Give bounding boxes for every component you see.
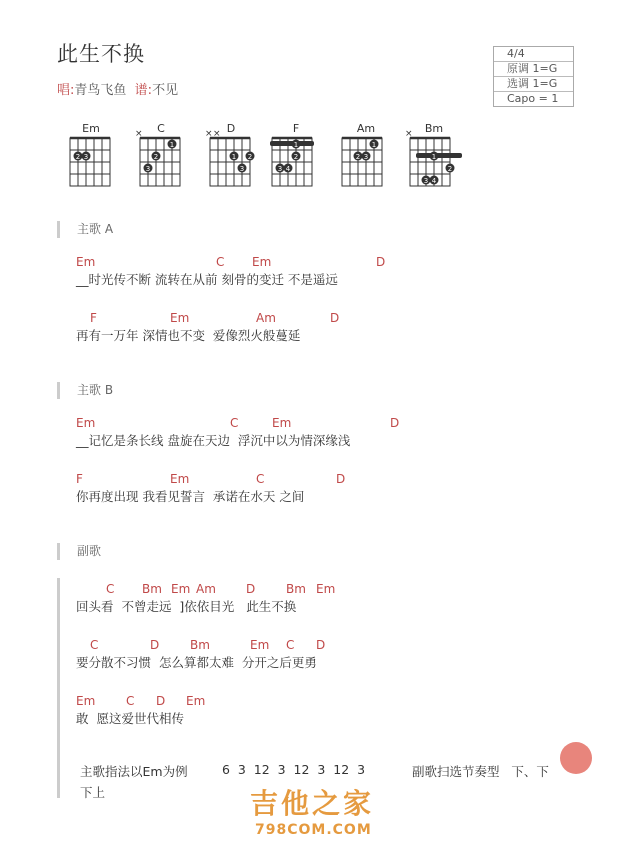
chord-f-diagram bbox=[270, 138, 314, 186]
song-credits bbox=[57, 79, 178, 98]
chord-marker: Bm bbox=[190, 638, 210, 652]
chord-marker: F bbox=[90, 311, 97, 325]
chord-diagram-row bbox=[0, 118, 632, 193]
chord-marker: Em bbox=[250, 638, 270, 652]
chord-marker: C bbox=[90, 638, 99, 652]
lyric-line: __记忆是条长线 盘旋在天边 浮沉中以为情深缘浅 bbox=[76, 433, 351, 448]
chord-marker: Em bbox=[186, 694, 206, 708]
time-signature: 4/4 bbox=[507, 47, 525, 60]
svg-text:2: 2 bbox=[293, 153, 299, 161]
original-key: 原调 1=G bbox=[494, 61, 573, 76]
section-verse-b: 主歌 B bbox=[57, 382, 113, 399]
selected-key: 选调 1=G bbox=[494, 76, 573, 91]
lyric-line: 要分散不习惯 怎么算都太难 分开之后更勇 bbox=[76, 655, 317, 670]
lyric-line: 再有一万年 深情也不变 爱像烈火般蔓延 bbox=[76, 328, 301, 343]
svg-text:2: 2 bbox=[75, 153, 81, 161]
singer-name: 青鸟飞鱼 bbox=[74, 83, 127, 98]
chord-em-diagram bbox=[70, 138, 110, 186]
chord-marker: D bbox=[376, 255, 386, 269]
chord-c-diagram bbox=[135, 129, 180, 186]
section-verse-a: 主歌 A bbox=[57, 221, 113, 238]
chord-label-c: C bbox=[157, 122, 165, 135]
decorative-circle bbox=[560, 742, 592, 774]
lyric-line: 回头看 不曾走远 ]依依目光 此生不换 bbox=[76, 599, 297, 614]
svg-text:×: × bbox=[405, 129, 413, 139]
chord-marker: Em bbox=[272, 416, 292, 430]
svg-text:1: 1 bbox=[231, 153, 237, 161]
chord-marker: Em bbox=[76, 416, 96, 430]
svg-text:4: 4 bbox=[285, 165, 291, 173]
arranger-name: 不见 bbox=[152, 83, 179, 98]
chord-marker: Bm bbox=[142, 582, 162, 596]
chord-am-diagram bbox=[342, 138, 382, 186]
svg-text:3: 3 bbox=[277, 165, 283, 173]
chord-marker: Em bbox=[170, 472, 190, 486]
svg-text:2: 2 bbox=[447, 165, 453, 173]
chord-label-d: D bbox=[226, 122, 236, 135]
singer-key: 唱: bbox=[57, 83, 75, 98]
chord-marker: D bbox=[390, 416, 400, 430]
lyric-line: __时光传不断 流转在从前 刻骨的变迁 不是遥远 bbox=[76, 272, 338, 287]
chord-marker: D bbox=[156, 694, 166, 708]
svg-text:×: × bbox=[213, 129, 221, 139]
chord-marker: Em bbox=[252, 255, 272, 269]
chord-marker: Am bbox=[256, 311, 276, 325]
chord-marker: Em bbox=[76, 255, 96, 269]
svg-text:×: × bbox=[135, 129, 143, 139]
strum-note: 副歌扫选节奏型 下、下 bbox=[412, 764, 549, 779]
svg-text:2: 2 bbox=[247, 153, 253, 161]
svg-text:2: 2 bbox=[153, 153, 159, 161]
chord-marker: Em bbox=[170, 311, 190, 325]
chord-marker: Em bbox=[316, 582, 336, 596]
chord-marker: Am bbox=[196, 582, 216, 596]
arranger-key: 谱: bbox=[134, 83, 153, 98]
chord-marker: C bbox=[106, 582, 115, 596]
chord-marker: Em bbox=[171, 582, 191, 596]
chord-marker: Bm bbox=[286, 582, 306, 596]
chord-marker: C bbox=[126, 694, 135, 708]
svg-text:3: 3 bbox=[423, 177, 429, 185]
svg-text:1: 1 bbox=[371, 141, 377, 149]
chord-marker: D bbox=[330, 311, 340, 325]
svg-text:3: 3 bbox=[239, 165, 245, 173]
song-title: 此生不换 bbox=[57, 42, 145, 66]
chord-marker: C bbox=[216, 255, 225, 269]
chord-marker: C bbox=[256, 472, 265, 486]
lyric-line: 你再度出现 我看见誓言 承诺在水天 之间 bbox=[76, 489, 305, 504]
chorus-bracket-line bbox=[57, 578, 60, 798]
svg-text:1: 1 bbox=[431, 153, 437, 161]
chord-marker: D bbox=[246, 582, 256, 596]
svg-text:×: × bbox=[205, 129, 213, 139]
chord-marker: D bbox=[150, 638, 160, 652]
capo: Capo = 1 bbox=[494, 91, 573, 106]
chord-marker: C bbox=[286, 638, 295, 652]
section-chorus: 副歌 bbox=[57, 543, 101, 560]
watermark-logo: 吉他之家 bbox=[250, 787, 375, 820]
chord-label-em: Em bbox=[82, 122, 100, 135]
svg-text:3: 3 bbox=[363, 153, 369, 161]
chord-marker: C bbox=[230, 416, 239, 430]
chord-marker: D bbox=[336, 472, 346, 486]
lyric-line: 敢 愿这爱世代相传 bbox=[76, 711, 184, 726]
svg-text:2: 2 bbox=[355, 153, 361, 161]
chord-marker: D bbox=[316, 638, 326, 652]
svg-text:3: 3 bbox=[145, 165, 151, 173]
svg-text:3: 3 bbox=[83, 153, 89, 161]
chord-bm-diagram bbox=[405, 129, 462, 186]
svg-text:1: 1 bbox=[293, 141, 299, 149]
chord-label-am: Am bbox=[356, 122, 376, 135]
svg-text:4: 4 bbox=[431, 177, 437, 185]
strum-note-tail: 下上 bbox=[80, 785, 106, 800]
svg-text:1: 1 bbox=[169, 141, 175, 149]
chord-label-f: F bbox=[292, 122, 300, 135]
chord-marker: Em bbox=[76, 694, 96, 708]
chord-d-diagram bbox=[205, 129, 255, 186]
chord-label-bm: Bm bbox=[424, 122, 444, 135]
fingerpick-pattern: 6 3 12 3 12 3 12 3 bbox=[222, 762, 366, 777]
watermark-url: 798COM.COM bbox=[255, 822, 372, 838]
fingerpick-note: 主歌指法以Em为例 bbox=[80, 764, 188, 779]
key-info-box bbox=[493, 46, 574, 107]
chord-marker: F bbox=[76, 472, 83, 486]
